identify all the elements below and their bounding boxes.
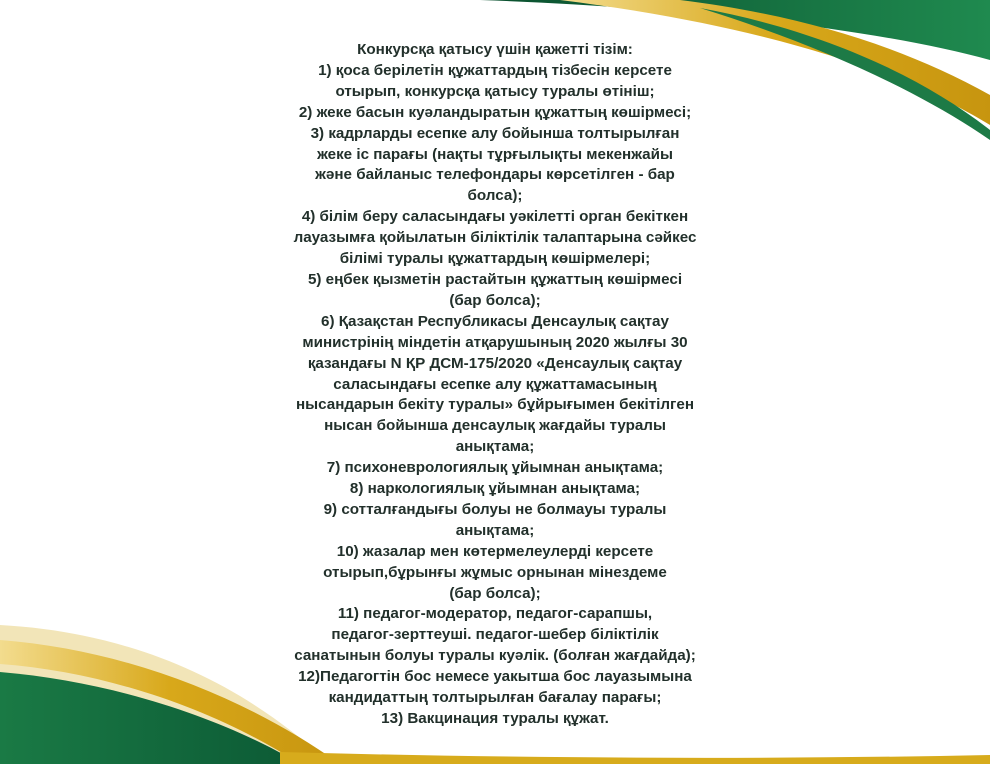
document-line: және байланыс телефондары көрсетілген - бар bbox=[315, 166, 675, 184]
document-line: анықтама; bbox=[455, 438, 535, 456]
document-line: анықтама; bbox=[455, 521, 535, 539]
document-line: саласындағы есепке алу құжаттамасының bbox=[333, 375, 657, 393]
document-line: 5) еңбек қызметін растайтын құжаттың көшірмесі bbox=[307, 270, 683, 288]
document-line: жеке іс парағы (нақты тұрғылықты мекенжайы bbox=[317, 145, 673, 163]
document-line: 13) Вакцинация туралы құжат. bbox=[381, 710, 609, 727]
document-line: 2) жеке басын куәландыратын құжаттың көшірмесі; bbox=[298, 103, 692, 121]
document-line: 4) білім беру саласындағы уәкілетті орган бекіткен bbox=[301, 208, 689, 226]
document-line: (бар болса); bbox=[449, 291, 541, 309]
document-line: 6) Қазақстан Республикасы Денсаулық сақтау bbox=[321, 312, 669, 330]
document-text bbox=[245, 40, 745, 730]
document-line: санатынын болуы туралы куәлік. (болған жағдайда); bbox=[294, 647, 696, 665]
document-line: отырып,бұрынғы жұмыс орнынан мінездеме bbox=[323, 563, 667, 581]
bottom-gold-line bbox=[280, 752, 990, 764]
document-line: министрінің міндетін атқарушының 2020 жылғы 30 bbox=[302, 333, 688, 351]
document-line: нысандарын бекіту туралы» бұйрығымен бекітілген bbox=[295, 396, 694, 414]
document-line: 8) наркологиялық ұйымнан анықтама; bbox=[349, 480, 641, 498]
document-line: педагог-зерттеуші. педагог-шебер біліктілік bbox=[331, 626, 659, 644]
document-line: болса); bbox=[467, 187, 523, 205]
document-line: (бар болса); bbox=[449, 584, 541, 602]
document-line: 10) жазалар мен көтермелеулерді керсете bbox=[336, 542, 654, 560]
document-line: 11) педагог-модератор, педагог-сарапшы, bbox=[337, 605, 653, 623]
document-line: 1) қоса берілетін құжаттардың тізбесін керсете bbox=[318, 61, 672, 79]
document-line: нысан бойынша денсаулық жағдайы туралы bbox=[324, 417, 666, 435]
document-line: 7) психоневрологиялық ұйымнан анықтама; bbox=[326, 459, 664, 477]
document-line: 9) сотталғандығы болуы не болмауы туралы bbox=[323, 500, 667, 518]
document-line: білімі туралы құжаттардың көшірмелері; bbox=[339, 250, 651, 268]
document-line: кандидаттың толтырылған бағалау парағы; bbox=[328, 689, 662, 707]
document-line: 3) кадрларды есепке алу бойынша толтырылған bbox=[310, 124, 680, 142]
document-line: лауазымға қойылатын біліктілік талаптарына сәйкес bbox=[293, 229, 697, 247]
document-line: қазандағы N ҚР ДСМ-175/2020 «Денсаулық сақтау bbox=[307, 354, 683, 372]
document-line: отырып, конкурсқа қатысу туралы өтініш; bbox=[335, 82, 655, 100]
document-title: Конкурсқа қатысу үшін қажетті тізім: bbox=[357, 41, 633, 58]
document-line: 12)Педагогтін бос немесе уакытша бос лауазымына bbox=[298, 668, 692, 686]
